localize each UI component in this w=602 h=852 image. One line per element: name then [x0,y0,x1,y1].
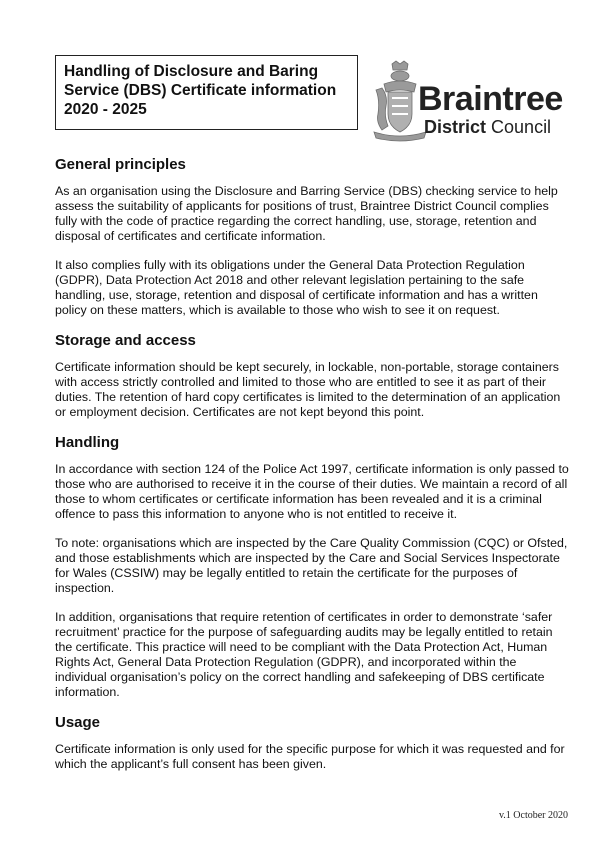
logo-name-district: District [424,117,487,137]
document-body [55,156,570,786]
section-handling [55,434,570,700]
logo-name-main: Braintree [418,80,563,118]
paragraph: It also complies fully with its obligations under the General Data Protection Regulation (GDPR), Data Protection Act 2018 and other relevant legislation pertaining to the safe handling, use, storage, retention and disposal of certificate information and has a written policy on these matters, which is available to those who wish to see it on request. [55,258,538,317]
paragraph: In addition, organisations that require retention of certificates in order to demonstrate ‘safer recruitment’ practice for the purpose of safeguarding audits may be legally entitled to retain the certificate. This practice will need to be compliant with the Data Protection Act, Human Rights Act, General Data Protection Regulation (GDPR), and incorporated within the individual organisation’s policy on the correct handling and safekeeping of DBS certificate information. [55,610,553,699]
document-title [64,62,351,119]
paragraph: Certificate information should be kept securely, in lockable, non-portable, storage containers with access strictly controlled and limited to those who are entitled to see it as part of their duties. The retention of hard copy certificates is limited to the determination of an application or employment decision. Certificates are not kept beyond this point. [55,360,561,419]
section-heading: General principles [55,156,186,173]
section-heading: Usage [55,714,101,731]
version-footer: v.1 October 2020 [498,810,568,821]
section-storage-and-access [55,332,570,420]
title-line-2: Service (DBS) Certificate information [64,82,337,99]
council-logo [370,60,575,144]
logo-name-sub [424,117,551,137]
paragraph: In accordance with section 124 of the Police Act 1997, certificate information is only passed to those who are authorised to receive it in the course of their duties. We maintain a record of all those to whom certificates or certificate information has been revealed and it is a criminal offence to pass this information to anyone who is not entitled to receive it. [55,462,569,521]
paragraph: Certificate information is only used for the specific purpose for which it was requested and for which the applicant’s full consent has been given. [55,742,565,771]
section-heading: Storage and access [55,332,196,349]
paragraph: To note: organisations which are inspected by the Care Quality Commission (CQC) or Ofsted, and those establishments which are inspected by the Care and Social Services Inspectorate for Wales (CSSIW) may be legally entitled to retain the certificate for the purposes of inspection. [55,536,568,595]
section-usage [55,714,570,772]
section-heading: Handling [55,434,120,451]
title-line-3: 2020 - 2025 [64,101,147,118]
logo-name-council: Council [491,117,552,137]
paragraph: As an organisation using the Disclosure and Barring Service (DBS) checking service to help assess the suitability of applicants for positions of trust, Braintree District Council complies fully with the code of practice regarding the correct handling, use, storage, retention and disposal of certificates and certificate information. [55,184,558,243]
title-line-1: Handling of Disclosure and Baring [64,63,319,80]
title-box [55,55,358,130]
section-general-principles [55,156,570,318]
